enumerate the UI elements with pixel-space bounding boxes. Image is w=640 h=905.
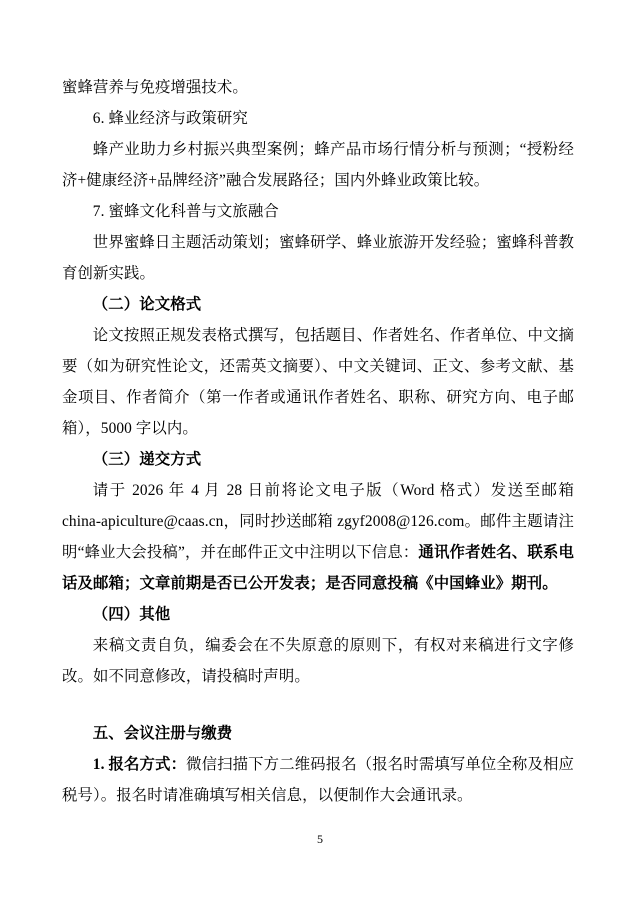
paragraph-topic-7-heading: 7. 蜜蜂文化科普与文旅融合: [92, 203, 279, 220]
section-heading-paper-format: （二）论文格式: [92, 296, 202, 313]
section-heading-registration-fee: 五、会议注册与缴费: [92, 725, 233, 742]
paragraph-bee-nutrition: 蜜蜂营养与免疫增强技术。: [62, 79, 248, 96]
registration-method-label: 1. 报名方式：: [92, 756, 187, 773]
paragraph-submission-body: [62, 475, 574, 599]
section-heading-other: （四）其他: [92, 606, 171, 623]
submission-body-text: 请于 2026 年 4 月 28 日前将论文电子版（Word 格式）发送至邮箱 china-apiculture@caas.cn，同时抄送邮箱 zgyf2008@126.com。邮件主题请注明“蜂业大会投稿”，并在邮件正文中注明以下信息：: [62, 482, 574, 561]
paragraph-topic-6-body: 蜂产业助力乡村振兴典型案例；蜂产品市场行情分析与预测；“授粉经济+健康经济+品牌经济”融合发展路径；国内外蜂业政策比较。: [62, 141, 574, 189]
section-spacer: [62, 692, 574, 718]
paragraph-other-body: 来稿文责自负，编委会在不失原意的原则下，有权对来稿进行文字修改。如不同意修改，请投稿时声明。: [62, 637, 574, 685]
paragraph-topic-6-heading: 6. 蜂业经济与政策研究: [92, 110, 248, 127]
document-body: [62, 72, 574, 811]
page-number: 5: [317, 832, 323, 846]
paragraph-registration-method: [62, 749, 574, 811]
registration-method-text: 微信扫描下方二维码报名（报名时需填写单位全称及相应税号）。报名时请准确填写相关信息，以便制作大会通讯录。: [62, 756, 574, 804]
paragraph-paper-format-body: 论文按照正规发表格式撰写，包括题目、作者姓名、作者单位、中文摘要（如为研究性论文，还需英文摘要）、中文关键词、正文、参考文献、基金项目、作者简介（第一作者或通讯作者姓名、职称、研究方向、电子邮箱），5000 字以内。: [62, 327, 574, 437]
section-heading-submission-method: （三）递交方式: [92, 451, 202, 468]
submission-required-info: 通讯作者姓名、联系电话及邮箱；文章前期是否已公开发表；是否同意投稿《中国蜂业》期刊。: [62, 544, 574, 592]
paragraph-topic-7-body: 世界蜜蜂日主题活动策划；蜜蜂研学、蜂业旅游开发经验；蜜蜂科普教育创新实践。: [62, 234, 574, 282]
